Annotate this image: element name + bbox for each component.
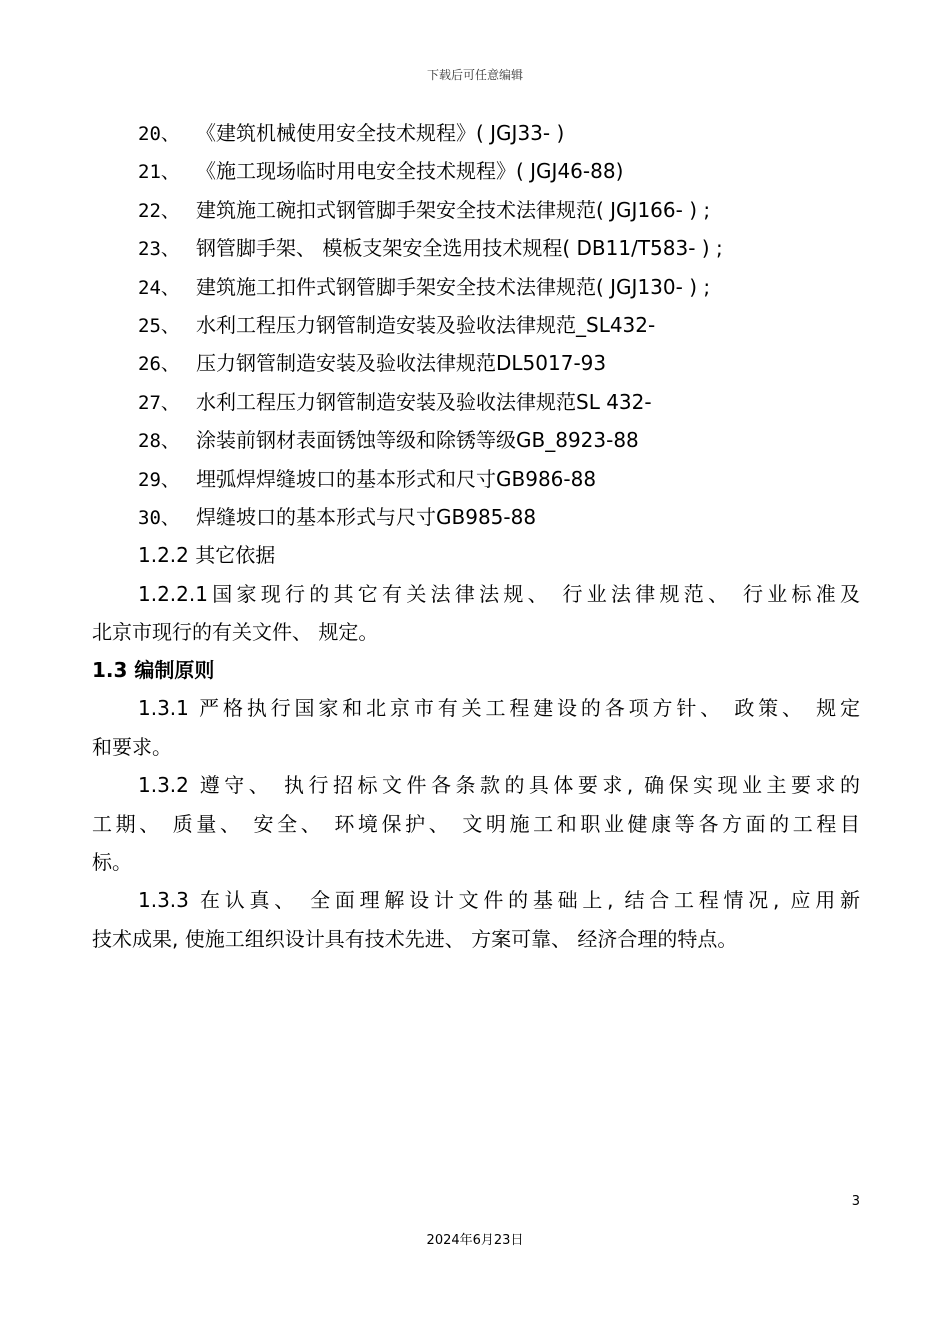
reference-number: 20、 bbox=[138, 123, 180, 145]
reference-item bbox=[92, 306, 860, 344]
reference-text: 涂装前钢材表面锈蚀等级和除锈等级GB_8923-88 bbox=[196, 428, 639, 453]
reference-item bbox=[92, 421, 860, 459]
paragraph-line: 和要求。 bbox=[92, 734, 172, 759]
reference-item bbox=[92, 498, 860, 536]
reference-text: 建筑施工扣件式钢管脚手架安全技术法律规范( JGJ130- ) ; bbox=[196, 274, 711, 299]
reference-number: 26、 bbox=[138, 353, 180, 376]
reference-text: 水利工程压力钢管制造安装及验收法律规范SL 432- bbox=[196, 389, 652, 414]
reference-number: 30、 bbox=[138, 506, 180, 529]
reference-number: 21、 bbox=[138, 161, 180, 184]
reference-number: 27、 bbox=[138, 391, 180, 414]
paragraph-line: 北京市现行的有关文件、 规定。 bbox=[92, 620, 379, 645]
reference-text: 水利工程压力钢管制造安装及验收法律规范_SL432- bbox=[196, 312, 656, 337]
reference-text: 钢管脚手架、 模板支架安全选用技术规程( DB11/T583- ) ; bbox=[196, 236, 723, 261]
reference-item bbox=[92, 344, 860, 382]
reference-number: 24、 bbox=[138, 276, 180, 299]
paragraph-line: 技术成果, 使施工组织设计具有技术先进、 方案可靠、 经济合理的特点。 bbox=[92, 926, 738, 951]
reference-text: 建筑施工碗扣式钢管脚手架安全技术法律规范( JGJ166- ) ; bbox=[196, 197, 711, 222]
reference-text: 埋弧焊焊缝坡口的基本形式和尺寸GB986-88 bbox=[196, 466, 597, 491]
reference-item bbox=[92, 114, 860, 152]
reference-item bbox=[92, 191, 860, 229]
reference-number: 22、 bbox=[138, 199, 180, 222]
paragraph-line: 标。 bbox=[92, 850, 132, 875]
reference-number: 23、 bbox=[138, 238, 180, 261]
page-number: 3 bbox=[851, 1194, 860, 1209]
reference-number: 28、 bbox=[138, 430, 180, 453]
section-heading: 1.3 编制原则 bbox=[92, 658, 215, 683]
reference-text: 《建筑机械使用安全技术规程》( JGJ33- ) bbox=[196, 121, 565, 145]
reference-item bbox=[92, 268, 860, 306]
page-footer-date: 2024年6月23日 bbox=[426, 1233, 524, 1248]
reference-number: 29、 bbox=[138, 468, 180, 491]
reference-item bbox=[92, 460, 860, 498]
reference-item bbox=[92, 229, 860, 267]
paragraph-line: 1.2.2.1国家现行的其它有关法律法规、 行业法律规范、 行业标准及 bbox=[138, 581, 860, 606]
reference-text: 《施工现场临时用电安全技术规程》( JGJ46-88) bbox=[196, 159, 624, 184]
paragraph-line: 1.3.1 严格执行国家和北京市有关工程建设的各项方针、 政策、 规定 bbox=[138, 696, 860, 721]
document-body bbox=[92, 114, 860, 958]
subsection-title: 1.2.2 其它依据 bbox=[138, 543, 276, 568]
paragraph-line: 1.3.2 遵守、 执行招标文件各条款的具体要求, 确保实现业主要求的 bbox=[138, 773, 860, 798]
reference-item bbox=[92, 383, 860, 421]
reference-text: 焊缝坡口的基本形式与尺寸GB985-88 bbox=[196, 504, 537, 529]
paragraph-line: 1.3.3 在认真、 全面理解设计文件的基础上, 结合工程情况, 应用新 bbox=[138, 888, 860, 913]
reference-number: 25、 bbox=[138, 314, 180, 337]
paragraph-line: 工期、 质量、 安全、 环境保护、 文明施工和职业健康等各方面的工程目 bbox=[92, 811, 860, 836]
reference-text: 压力钢管制造安装及验收法律规范DL5017-93 bbox=[196, 351, 607, 376]
page-header: 下载后可任意编辑 bbox=[426, 68, 523, 82]
reference-item bbox=[92, 152, 860, 190]
